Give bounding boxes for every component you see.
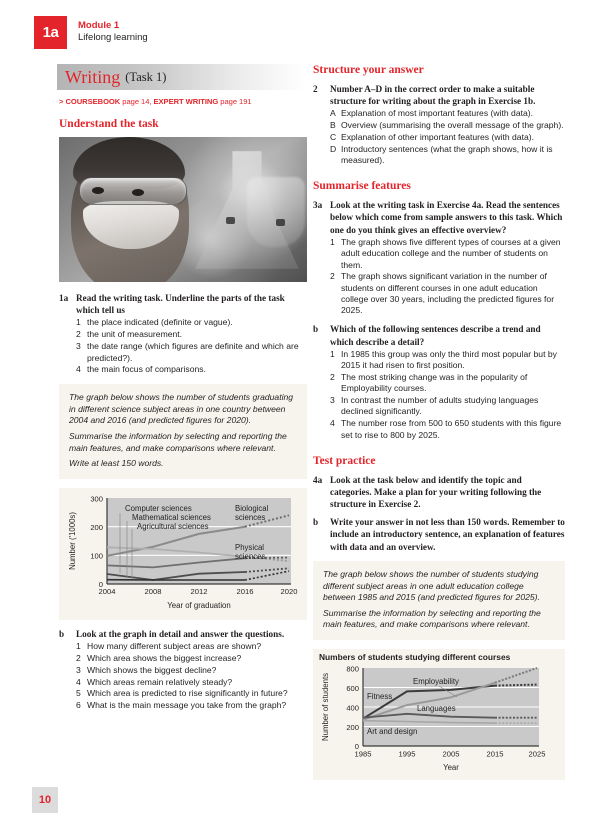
task-paragraph: Summarise the information by selecting and reporting the main features, and make comparisons where relevant. bbox=[323, 607, 541, 630]
exercise-1a-items bbox=[76, 317, 307, 375]
x-tick-2004: 2004 bbox=[98, 586, 116, 596]
item-text: the unit of measurement. bbox=[87, 329, 183, 340]
item-marker: 5 bbox=[76, 688, 81, 699]
y-tick-300: 300 bbox=[90, 494, 103, 504]
exercise-3a bbox=[313, 199, 565, 317]
item-marker: 1 bbox=[330, 348, 335, 359]
list-item bbox=[330, 108, 565, 119]
item-text: Which area is predicted to rise significantly in future? bbox=[87, 688, 288, 699]
heading-structure-your-answer: Structure your answer bbox=[313, 64, 424, 76]
heading-summarise-features: Summarise features bbox=[313, 180, 411, 193]
item-marker: 3 bbox=[76, 341, 81, 352]
item-text: Which areas remain relatively steady? bbox=[87, 676, 233, 687]
exercise-1a-stem: Read the writing task. Underline the parts of the task which tell us bbox=[76, 293, 285, 316]
x-axis-title: Year bbox=[443, 762, 459, 772]
y-tick-100: 100 bbox=[90, 551, 103, 561]
y-tick-0: 0 bbox=[98, 579, 103, 589]
exercise-3a-number: 3a bbox=[313, 200, 323, 211]
y-tick-800: 800 bbox=[346, 664, 359, 674]
exercise-2-body bbox=[330, 83, 565, 167]
y-tick-200: 200 bbox=[346, 722, 359, 732]
exercise-1b-body bbox=[76, 628, 307, 712]
list-item bbox=[330, 418, 565, 441]
lab-scientist-photo bbox=[59, 137, 307, 282]
writing-task-box-right bbox=[313, 561, 565, 640]
item-text: The number rose from 500 to 650 students with this figure set to rise to 800 by 2025. bbox=[341, 418, 562, 440]
exercise-4a-number: 4a bbox=[313, 474, 323, 485]
list-item bbox=[76, 677, 307, 688]
item-marker: 1 bbox=[330, 236, 335, 247]
flask-marking-1 bbox=[226, 217, 235, 224]
list-item bbox=[76, 665, 307, 676]
item-text: The graph shows significant variation in the number of students on different courses in one adult education college over 30 years, including the predicted figures for 2025. bbox=[341, 271, 555, 316]
chart-adult-education-svg bbox=[317, 664, 557, 776]
list-item bbox=[76, 641, 307, 652]
label-art-and-design: Art and design bbox=[367, 726, 418, 736]
label-mathematical-sciences: Mathematical sciences bbox=[132, 512, 211, 522]
coursebook-page: page 14, bbox=[122, 97, 152, 106]
list-item bbox=[76, 329, 307, 340]
exercise-4b-stem: Write your answer in not less than 150 words. Remember to include an introductory sentence, an explanation of features with data and an overview. bbox=[330, 517, 565, 552]
exercise-3b-items bbox=[330, 349, 565, 441]
eye-right bbox=[132, 189, 144, 196]
exercise-2-number: 2 bbox=[313, 84, 318, 94]
task-paragraph: Summarise the information by selecting and reporting the main features, and make comparisons where relevant. bbox=[69, 430, 287, 453]
exercise-1b-items bbox=[76, 641, 307, 712]
list-item bbox=[330, 144, 565, 167]
chart-science-graduates-svg bbox=[63, 494, 299, 616]
item-marker: 1 bbox=[76, 317, 81, 328]
item-text: the main focus of comparisons. bbox=[87, 364, 206, 375]
label-fitness: Fitness bbox=[367, 691, 393, 701]
exercise-3b-number: b bbox=[313, 324, 319, 335]
list-item bbox=[76, 688, 307, 699]
flask-marking-2 bbox=[276, 219, 285, 226]
list-item bbox=[330, 372, 565, 395]
exercise-3b-body bbox=[330, 323, 565, 441]
exercise-3b-stem: Which of the following sentences describe a trend and which describe a detail? bbox=[330, 324, 541, 347]
label-physical-sciences: Physical bbox=[235, 542, 265, 552]
exercise-1b bbox=[59, 628, 307, 712]
x-tick-1995: 1995 bbox=[398, 749, 416, 759]
exercise-1a bbox=[59, 292, 307, 376]
list-item bbox=[330, 271, 565, 316]
exercise-3a-body bbox=[330, 199, 565, 317]
label-biological-sciences: Biological bbox=[235, 503, 269, 513]
x-tick-2005: 2005 bbox=[442, 749, 460, 759]
item-text: In 1985 this group was only the third most popular but by 2015 it had risen to first position. bbox=[341, 348, 557, 371]
exercise-3a-items bbox=[330, 237, 565, 317]
exercise-4b bbox=[313, 516, 565, 553]
module-name: Lifelong learning bbox=[78, 31, 148, 43]
y-tick-200: 200 bbox=[90, 522, 103, 532]
list-item bbox=[330, 395, 565, 418]
item-marker: D bbox=[330, 144, 337, 154]
item-text: Which shows the biggest decline? bbox=[87, 664, 217, 675]
label-agricultural-sciences: Agricultural sciences bbox=[137, 521, 209, 531]
x-tick-1985: 1985 bbox=[354, 749, 372, 759]
coursebook-label: COURSEBOOK bbox=[65, 97, 121, 106]
page-header bbox=[34, 16, 148, 49]
banner-title: Writing bbox=[65, 66, 121, 87]
label-employability: Employability bbox=[413, 676, 459, 686]
exercise-2-stem: Number A–D in the correct order to make a suitable structure for writing about the graph in Exercise 1b. bbox=[330, 84, 536, 107]
x-tick-2016: 2016 bbox=[236, 586, 254, 596]
chart-adult-education-courses bbox=[313, 649, 565, 780]
exercise-1b-stem: Look at the graph in detail and answer the questions. bbox=[76, 628, 285, 639]
list-item bbox=[330, 237, 565, 271]
exercise-3a-stem: Look at the writing task in Exercise 4a. Read the sentences below which come from sample answers to this task. Which one do you think gives an effective overview? bbox=[330, 200, 563, 235]
y-axis-title: Number of students bbox=[321, 672, 330, 741]
banner-subtitle: (Task 1) bbox=[125, 69, 167, 84]
list-item bbox=[76, 317, 307, 328]
list-item bbox=[76, 653, 307, 664]
exercise-1a-body bbox=[76, 292, 307, 376]
exercise-4a-stem: Look at the task below and identify the topic and categories. Make a plan for your writing following the structure in Exercise 2. bbox=[330, 474, 542, 509]
item-text: In contrast the number of adults studying languages declined significantly. bbox=[341, 395, 539, 417]
writing-banner bbox=[57, 64, 305, 90]
list-item bbox=[330, 120, 565, 131]
item-marker: 1 bbox=[76, 640, 81, 651]
item-marker: C bbox=[330, 132, 337, 143]
exercise-4b-body bbox=[330, 516, 565, 553]
module-badge: 1a bbox=[34, 16, 67, 49]
list-item bbox=[330, 132, 565, 143]
item-text: Explanation of most important features (with data). bbox=[341, 108, 534, 119]
item-marker: 6 bbox=[76, 700, 81, 711]
item-text: Introductory sentences (what the graph shows, how it is measured). bbox=[341, 144, 553, 166]
label-physical-sciences-2: sciences bbox=[235, 551, 266, 561]
exercise-4a-body bbox=[330, 474, 565, 511]
module-number: Module 1 bbox=[78, 20, 120, 31]
task-paragraph: The graph below shows the number of students studying different subject areas in one adult education college between 1985 and 2015 (and predicted figures for 2025). bbox=[323, 568, 540, 603]
list-item bbox=[76, 700, 307, 711]
y-axis-title: Number ('1000s) bbox=[68, 511, 77, 570]
item-marker: 4 bbox=[330, 418, 335, 429]
item-marker: 3 bbox=[76, 664, 81, 675]
left-column bbox=[59, 118, 307, 718]
item-marker: 4 bbox=[76, 676, 81, 687]
item-marker: 2 bbox=[76, 329, 81, 340]
chart-science-graduates bbox=[59, 488, 307, 620]
heading-test-practice: Test practice bbox=[313, 454, 376, 467]
list-item bbox=[330, 349, 565, 372]
item-marker: 2 bbox=[76, 652, 81, 663]
label-computer-sciences: Computer sciences bbox=[125, 503, 192, 513]
exercise-4a bbox=[313, 474, 565, 511]
x-tick-2008: 2008 bbox=[144, 586, 162, 596]
item-marker: 4 bbox=[76, 364, 81, 375]
item-text: How many different subject areas are shown? bbox=[87, 640, 262, 651]
beaker-icon bbox=[247, 177, 305, 247]
item-marker: 2 bbox=[330, 271, 335, 282]
x-axis-title: Year of graduation bbox=[167, 600, 231, 610]
item-text: Which area shows the biggest increase? bbox=[87, 652, 242, 663]
exercise-3b bbox=[313, 323, 565, 441]
x-tick-2020: 2020 bbox=[280, 586, 298, 596]
item-marker: B bbox=[330, 120, 336, 131]
x-tick-2012: 2012 bbox=[190, 586, 208, 596]
exercise-2-items bbox=[330, 108, 565, 166]
task-paragraph: Write at least 150 words. bbox=[69, 458, 164, 469]
y-tick-400: 400 bbox=[346, 703, 359, 713]
eye-left bbox=[92, 187, 104, 194]
item-marker: 2 bbox=[330, 371, 335, 382]
label-languages: Languages bbox=[417, 703, 456, 713]
module-text-block bbox=[78, 16, 148, 43]
y-tick-600: 600 bbox=[346, 683, 359, 693]
label-biological-sciences-2: sciences bbox=[235, 512, 266, 522]
item-text: the place indicated (definite or vague). bbox=[87, 317, 233, 328]
item-marker: A bbox=[330, 108, 336, 119]
expert-writing-label: EXPERT WRITING bbox=[153, 97, 219, 106]
chart-2-title: Numbers of students studying different courses bbox=[319, 651, 511, 662]
item-text: the date range (which figures are definite and which are predicted?). bbox=[87, 341, 299, 363]
exercise-4b-number: b bbox=[313, 517, 319, 528]
item-text: Explanation of other important features (with data). bbox=[341, 132, 534, 143]
heading-understand-the-task: Understand the task bbox=[59, 118, 159, 130]
list-item bbox=[76, 341, 307, 364]
exercise-1b-number: b bbox=[59, 628, 65, 639]
item-text: The graph shows five different types of courses at a given adult education college and the number of students on them. bbox=[341, 236, 561, 270]
item-text: The most striking change was in the popularity of Employability courses. bbox=[341, 371, 528, 394]
item-marker: 3 bbox=[330, 395, 335, 406]
cross-reference bbox=[59, 97, 252, 106]
x-tick-2025: 2025 bbox=[528, 749, 546, 759]
page-number: 10 bbox=[32, 787, 58, 813]
exercise-2 bbox=[313, 83, 565, 167]
item-text: Overview (summarising the overall message of the graph). bbox=[341, 120, 564, 131]
x-tick-2015: 2015 bbox=[486, 749, 504, 759]
task-paragraph: The graph below shows the number of students graduating in different science subject areas in one country between 2004 and 2016 (and predicted figures for 2020). bbox=[69, 392, 294, 426]
expert-writing-page: page 191 bbox=[220, 97, 252, 106]
y-tick-0: 0 bbox=[354, 741, 359, 751]
exercise-1a-number: 1a bbox=[59, 293, 69, 303]
writing-task-box-left bbox=[59, 384, 307, 479]
item-text: What is the main message you take from the graph? bbox=[87, 700, 287, 711]
right-column bbox=[313, 64, 565, 780]
arrow-icon: > bbox=[59, 97, 64, 106]
list-item bbox=[76, 364, 307, 375]
